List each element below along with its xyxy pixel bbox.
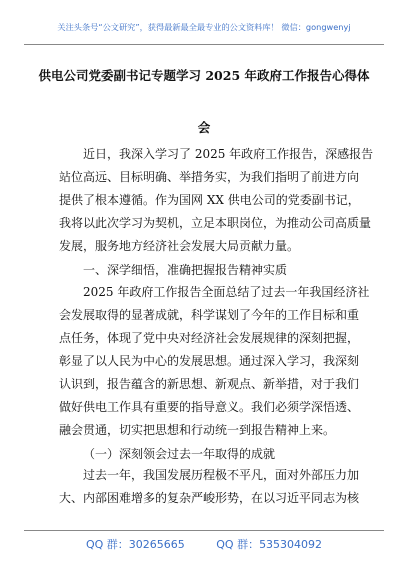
paragraph-line: 2025 年政府工作报告全面总结了过去一年我国经济社 (83, 285, 370, 299)
paragraph-line: 大、内部困难增多的复杂严峻形势，在以习近平同志为核 (59, 491, 360, 505)
paragraph-line: 近日，我深入学习了 2025 年政府工作报告，深感报告 (83, 147, 374, 161)
paragraph-line: 彰显了以人民为中心的发展思想。通过深入学习，我深刻 (59, 354, 360, 368)
paragraph-line: 融会贯通，切实把思想和行动统一到报告精神上来。 (59, 423, 336, 437)
paragraph-line: 发展，服务地方经济社会发展大局贡献力量。 (59, 239, 300, 253)
footer-qq-group-2: QQ 群：535304092 (216, 538, 323, 551)
subsection-heading: （一）深刻领会过去一年取得的成就 (83, 447, 276, 461)
header-divider (24, 44, 384, 45)
paragraph-intro (59, 143, 374, 258)
paragraph-line: 做好供电工作具有重要的指导意义。我们必须学深悟透、 (59, 400, 360, 414)
paragraph-achievements (59, 464, 359, 510)
document-title-line-2: 会 (197, 120, 211, 135)
section-heading: 一、深学细悟，准确把握报告精神实质 (83, 263, 288, 277)
paragraph-line: 会发展取得的显著成就，科学谋划了今年的工作目标和重 (59, 308, 360, 322)
paragraph-line: 点任务，体现了党中央对经济社会发展规律的深刻把握， (59, 331, 360, 345)
footer-qq-group-1: QQ 群：30265665 (85, 538, 185, 551)
paragraph-line: 站位高远、目标明确、举措务实，为我们指明了前进方向 (59, 170, 360, 184)
paragraph-line: 过去一年，我国发展历程极不平凡，面对外部压力加 (83, 468, 360, 482)
paragraph-summary (59, 281, 370, 442)
header-promo-text: 关注头条号“公文研究”，获得最新最全最专业的公文资料库！ 微信：gongwenyj (57, 22, 351, 32)
paragraph-line: 我将以此次学习为契机，立足本职岗位，为推动公司高质量 (59, 216, 372, 230)
document-title-line-1: 供电公司党委副书记专题学习 2025 年政府工作报告心得体 (38, 68, 370, 83)
footer-divider (24, 530, 384, 531)
paragraph-line: 提供了根本遵循。作为国网 XX 供电公司的党委副书记， (59, 193, 360, 207)
footer-contact (0, 536, 408, 552)
paragraph-line: 认识到，报告蕴含的新思想、新观点、新举措，对于我们 (59, 377, 360, 391)
